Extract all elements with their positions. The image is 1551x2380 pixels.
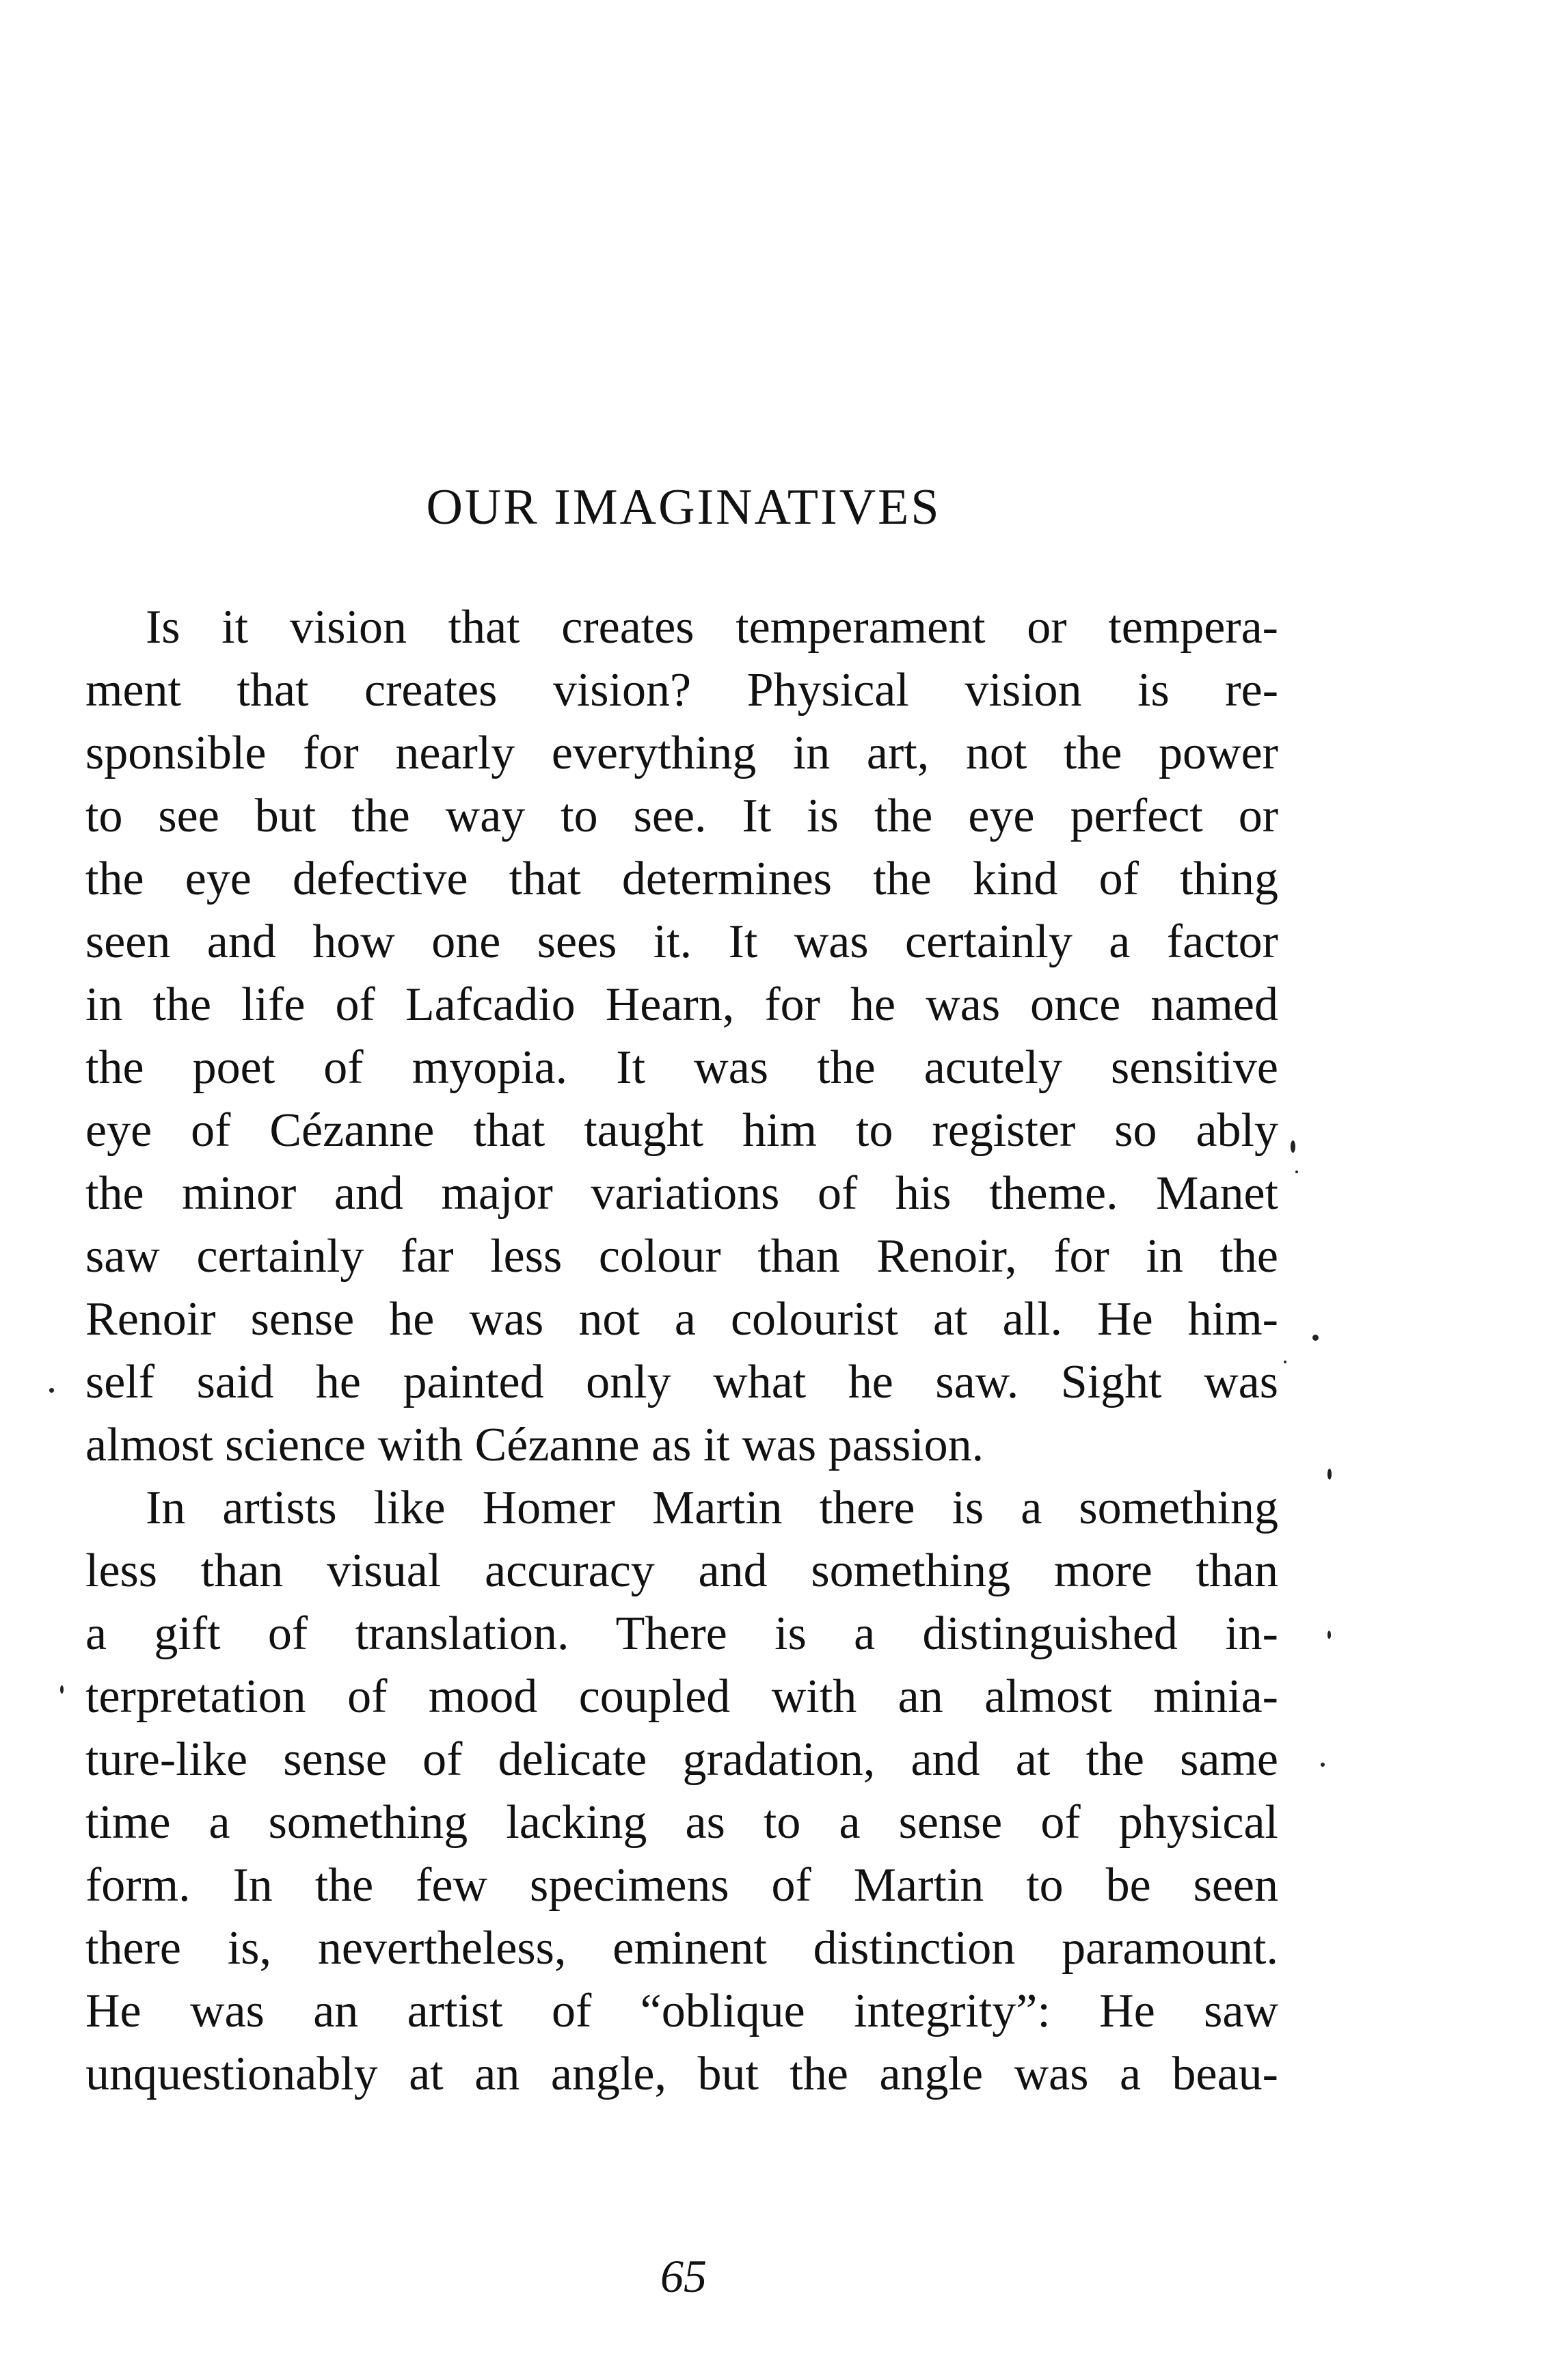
chapter-title: OUR IMAGINATIVES [426, 479, 941, 535]
print-speck [1327, 1469, 1332, 1480]
text-line: form. In the few specimens of Martin to be seen [85, 1859, 1278, 1912]
print-speck [60, 1685, 64, 1694]
text-line: self said he painted only what he saw. Sight was [85, 1356, 1278, 1408]
text-line: to see but the way to see. It is the eye perfect or [85, 790, 1278, 842]
text-line: a gift of translation. There is a distinguished in- [85, 1607, 1278, 1660]
text-line: unquestionably at an angle, but the angle was a beau- [85, 2048, 1278, 2100]
text-line: In artists like Homer Martin there is a something [146, 1482, 1278, 1534]
text-line: seen and how one sees it. It was certainly a factor [85, 915, 1278, 968]
text-line: ment that creates vision? Physical vision is re- [85, 664, 1278, 717]
text-line: the poet of myopia. It was the acutely sensitive [85, 1041, 1278, 1094]
text-line: He was an artist of “oblique integrity”: He saw [85, 1985, 1278, 2037]
page-number: 65 [660, 2250, 707, 2302]
print-speck [49, 1388, 54, 1393]
text-line: the eye defective that determines the kind of thing [85, 853, 1278, 905]
text-line: time a something lacking as to a sense of physical [85, 1796, 1278, 1849]
text-line: saw certainly far less colour than Renoir, for in the [85, 1230, 1278, 1283]
text-line: sponsible for nearly everything in art, not the power [85, 727, 1278, 779]
text-line: less than visual accuracy and something more than [85, 1545, 1278, 1597]
text-line: the minor and major variations of his theme. Manet [85, 1167, 1278, 1220]
print-speck [1321, 1763, 1325, 1767]
text-line: almost science with Cézanne as it was passion. [85, 1419, 984, 1471]
print-speck [1295, 1171, 1298, 1173]
print-speck [1327, 1631, 1331, 1639]
print-speck [1284, 1361, 1286, 1363]
text-line: in the life of Lafcadio Hearn, for he was once named [85, 978, 1278, 1031]
text-line: terpretation of mood coupled with an almost minia- [85, 1670, 1278, 1723]
text-line: ture-like sense of delicate gradation, and at the same [85, 1733, 1278, 1786]
print-speck [1291, 1140, 1295, 1153]
print-speck [1312, 1335, 1319, 1341]
body-text [85, 596, 1278, 2106]
text-line: Renoir sense he was not a colourist at all. He him- [85, 1293, 1278, 1346]
text-line: there is, nevertheless, eminent distinction paramount. [85, 1922, 1278, 1975]
text-line: eye of Cézanne that taught him to register so ably [85, 1104, 1278, 1157]
text-line: Is it vision that creates temperament or tempera- [146, 601, 1278, 654]
